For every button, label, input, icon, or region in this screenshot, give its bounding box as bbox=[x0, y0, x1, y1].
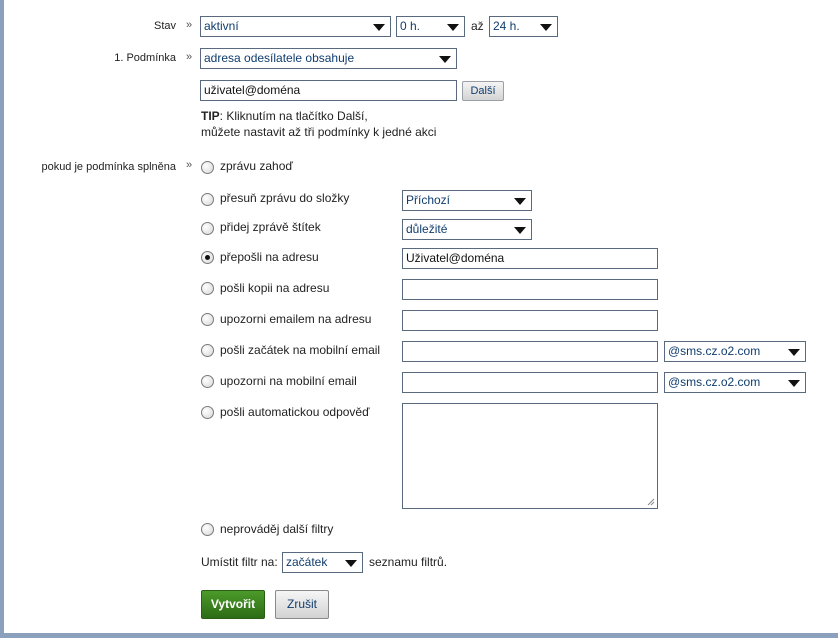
action-discard-label: zprávu zahoď bbox=[220, 159, 293, 173]
radio-discard[interactable] bbox=[201, 161, 214, 174]
stav-arrow-icon: » bbox=[186, 19, 193, 31]
chevron-down-icon bbox=[447, 24, 459, 31]
radio-notify-mobile[interactable] bbox=[201, 375, 214, 388]
tip-line-1 bbox=[201, 109, 368, 123]
mobile-notify-domain-select[interactable] bbox=[664, 372, 806, 393]
condition-type-value: adresa odesílatele obsahuje bbox=[204, 51, 355, 65]
mobile-notify-domain-value: @sms.cz.o2.com bbox=[668, 375, 761, 389]
chevron-down-icon bbox=[788, 349, 800, 356]
create-button[interactable]: Vytvořit bbox=[201, 590, 265, 619]
left-page-border bbox=[0, 0, 4, 638]
cancel-button[interactable]: Zrušit bbox=[275, 590, 329, 619]
stav-label: Stav bbox=[153, 20, 176, 32]
action-copy-label: pošli kopii na adresu bbox=[220, 281, 330, 295]
mobile-start-domain-value: @sms.cz.o2.com bbox=[668, 344, 761, 358]
folder-select-value: Příchozí bbox=[406, 193, 451, 207]
condition-type-select[interactable] bbox=[200, 48, 457, 69]
action-forward-label: přepošli na adresu bbox=[220, 250, 319, 264]
radio-forward[interactable] bbox=[201, 251, 214, 264]
tag-select-value: důležité bbox=[406, 222, 448, 236]
radio-add-label[interactable] bbox=[201, 222, 214, 235]
time-from-value: 0 h. bbox=[400, 19, 421, 33]
time-to-value: 24 h. bbox=[493, 19, 520, 33]
condition-value-text: uživatel@doména bbox=[204, 83, 301, 97]
actions-arrow-icon: » bbox=[186, 159, 193, 171]
tag-select[interactable] bbox=[402, 219, 532, 240]
actions-label: pokud je podmínka splněna bbox=[41, 161, 176, 173]
radio-auto-reply[interactable] bbox=[201, 406, 214, 419]
condition-value-input[interactable] bbox=[200, 80, 457, 101]
mobile-notify-input[interactable] bbox=[402, 372, 658, 393]
action-notify-email-label: upozorni emailem na adresu bbox=[220, 312, 372, 326]
action-label-label: přidej zprávě štítek bbox=[220, 220, 321, 234]
next-condition-button[interactable]: Další bbox=[462, 81, 504, 101]
action-send-start-label: pošli začátek na mobilní email bbox=[220, 343, 381, 357]
action-stop-filters-label: neprováděj další filtry bbox=[220, 522, 334, 536]
tip-bold: TIP bbox=[201, 109, 220, 123]
time-range-separator: až bbox=[471, 19, 484, 33]
radio-move-to-folder[interactable] bbox=[201, 193, 214, 206]
resize-grip-icon[interactable] bbox=[647, 498, 655, 506]
radio-copy[interactable] bbox=[201, 282, 214, 295]
status-select-value: aktivní bbox=[204, 19, 239, 33]
action-auto-reply-label: pošli automatickou odpověď bbox=[220, 405, 370, 419]
chevron-down-icon bbox=[345, 560, 357, 567]
placement-label: Umístit filtr na: bbox=[201, 555, 278, 569]
radio-selected-dot bbox=[205, 255, 210, 260]
tip-line-2: můžete nastavit až tři podmínky k jedné akci bbox=[201, 125, 437, 139]
placement-select[interactable] bbox=[282, 552, 363, 573]
chevron-down-icon bbox=[514, 198, 526, 205]
action-move-label: přesuň zprávu do složky bbox=[220, 191, 350, 205]
status-select[interactable] bbox=[200, 16, 391, 37]
folder-select[interactable] bbox=[402, 190, 532, 211]
radio-send-start-mobile[interactable] bbox=[201, 344, 214, 357]
auto-reply-textarea[interactable] bbox=[402, 403, 658, 509]
condition-label: 1. Podmínka bbox=[114, 52, 176, 64]
mobile-start-domain-select[interactable] bbox=[664, 341, 806, 362]
forward-address-input[interactable] bbox=[402, 248, 658, 269]
mobile-start-input[interactable] bbox=[402, 341, 658, 362]
chevron-down-icon bbox=[514, 227, 526, 234]
action-notify-mobile-label: upozorni na mobilní email bbox=[220, 374, 357, 388]
radio-notify-email[interactable] bbox=[201, 313, 214, 326]
time-to-select[interactable] bbox=[489, 16, 558, 37]
placement-suffix: seznamu filtrů. bbox=[369, 555, 448, 569]
placement-select-value: začátek bbox=[286, 555, 328, 569]
time-from-select[interactable] bbox=[396, 16, 465, 37]
bottom-page-border bbox=[0, 633, 838, 638]
radio-stop-filters[interactable] bbox=[201, 523, 214, 536]
chevron-down-icon bbox=[439, 56, 451, 63]
chevron-down-icon bbox=[788, 380, 800, 387]
notify-email-input[interactable] bbox=[402, 310, 658, 331]
condition-arrow-icon: » bbox=[186, 51, 193, 63]
copy-address-input[interactable] bbox=[402, 279, 658, 300]
forward-address-value: Uživatel@doména bbox=[406, 251, 505, 265]
chevron-down-icon bbox=[373, 24, 385, 31]
tip-text-1: : Kliknutím na tlačítko Další, bbox=[219, 109, 368, 123]
chevron-down-icon bbox=[540, 24, 552, 31]
